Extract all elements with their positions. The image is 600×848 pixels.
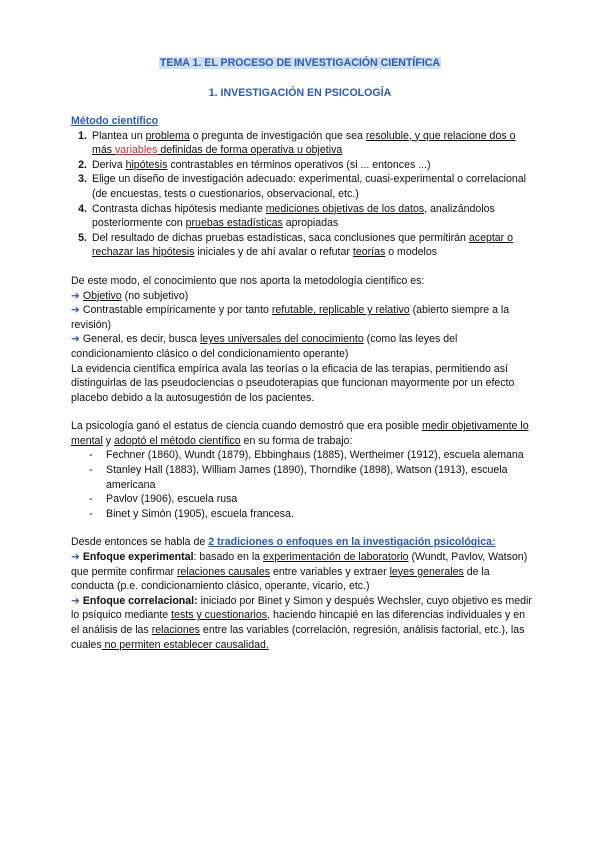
list-item: - Pavlov (1906), escuela rusa <box>71 492 533 507</box>
conocimiento-contrastable: ➔ Contrastable empíricamente y por tanto refutable, replicable y relativo (abierto siempre a la revisión) <box>71 304 510 331</box>
arrow-icon: ➔ <box>71 594 80 607</box>
enfoque-experimental: ➔ Enfoque experimental: basado en la experimentación de laboratorio (Wundt, Pavlov, Watson) que permite confirmar relaciones causales entre variables y extraer leyes generales de la conducta (p.e. condicionamiento clásico, operante, vicario, etc.) <box>71 551 528 593</box>
list-item: 1. Plantea un problema o pregunta de investigación que sea resoluble, y que relacione dos o más variables definidas de forma operativa u objetiva <box>78 129 516 157</box>
document-body <box>71 114 533 652</box>
tradiciones-link: 2 tradiciones o enfoques en la investigación psicológica: <box>208 536 496 549</box>
list-item: - Stanley Hall (1883), William James (1890), Thorndike (1898), Watson (1913), escuela americana <box>71 463 533 492</box>
conocimiento-general: ➔ General, es decir, busca leyes universales del conocimiento (como las leyes del condicionamiento clásico o del condicionamiento operante) <box>71 333 458 360</box>
document-title: TEMA 1. EL PROCESO DE INVESTIGACIÓN CIENTÍFICA <box>159 57 441 69</box>
list-item: 3. Elige un diseño de investigación adecuado: experimental, cuasi-experimental o correlacional (de encuestas, tests o cuestionarios, observacional, etc.) <box>78 173 527 200</box>
conocimiento-objetivo: ➔ Objetivo (no subjetivo) <box>71 289 189 302</box>
conocimiento-intro: De este modo, el conocimiento que nos aporta la metodología científico es: <box>71 274 425 287</box>
list-item: 2. Deriva hipótesis contrastables en términos operativos (si ... entonces ...) <box>78 158 431 171</box>
tradiciones-intro: Desde entonces se habla de 2 tradiciones o enfoques en la investigación psicológica: <box>71 536 496 549</box>
estatus-paragraph: La psicología ganó el estatus de ciencia cuando demostró que era posible medir objetivamente lo mental y adoptó el método científico en su forma de trabajo: <box>71 420 529 447</box>
metodo-heading: Método científico <box>71 115 159 127</box>
list-item: 5. Del resultado de dichas pruebas estadísticas, saca conclusiones que permitirán aceptar o rechazar las hipótesis iniciales y de ahí avalar o refutar teorías o modelos <box>78 231 514 259</box>
arrow-icon: ➔ <box>71 289 80 302</box>
arrow-icon: ➔ <box>71 333 80 346</box>
list-item: - Fechner (1860), Wundt (1879), Ebbinghaus (1885), Wertheimer (1912), escuela alemana <box>71 448 533 463</box>
escuelas-list <box>71 448 533 521</box>
list-item: - Binet y Simón (1905), escuela francesa. <box>71 507 533 522</box>
arrow-icon: ➔ <box>71 304 80 317</box>
arrow-icon: ➔ <box>71 551 80 564</box>
metodo-steps-list <box>71 129 533 260</box>
section-title: 1. INVESTIGACIÓN EN PSICOLOGÍA <box>208 87 392 99</box>
list-item: 4. Contrasta dichas hipótesis mediante mediciones objetivas de los datos, analizándolos posteriormente con pruebas estadísticas apropiadas <box>78 202 495 230</box>
enfoque-correlacional: ➔ Enfoque correlacional: iniciado por Binet y Simon y después Wechsler, cuyo objetivo es medir lo psíquico mediante tests y cuestionarios, haciendo hincapié en las diferencias individuales y en el análisis de las relaciones entre las variables (correlación, regresión, análisis factorial, etc.), las cuales no permiten establecer causalidad. <box>71 594 532 651</box>
evidencia-paragraph: La evidencia científica empírica avala las teorías o la eficacia de las terapias, permitiendo así distinguirlas de las pseudociencias o pseudoterapias que funcionan mayormente por un efecto placebo debido a la autosugestión de los pacientes. <box>71 362 515 404</box>
